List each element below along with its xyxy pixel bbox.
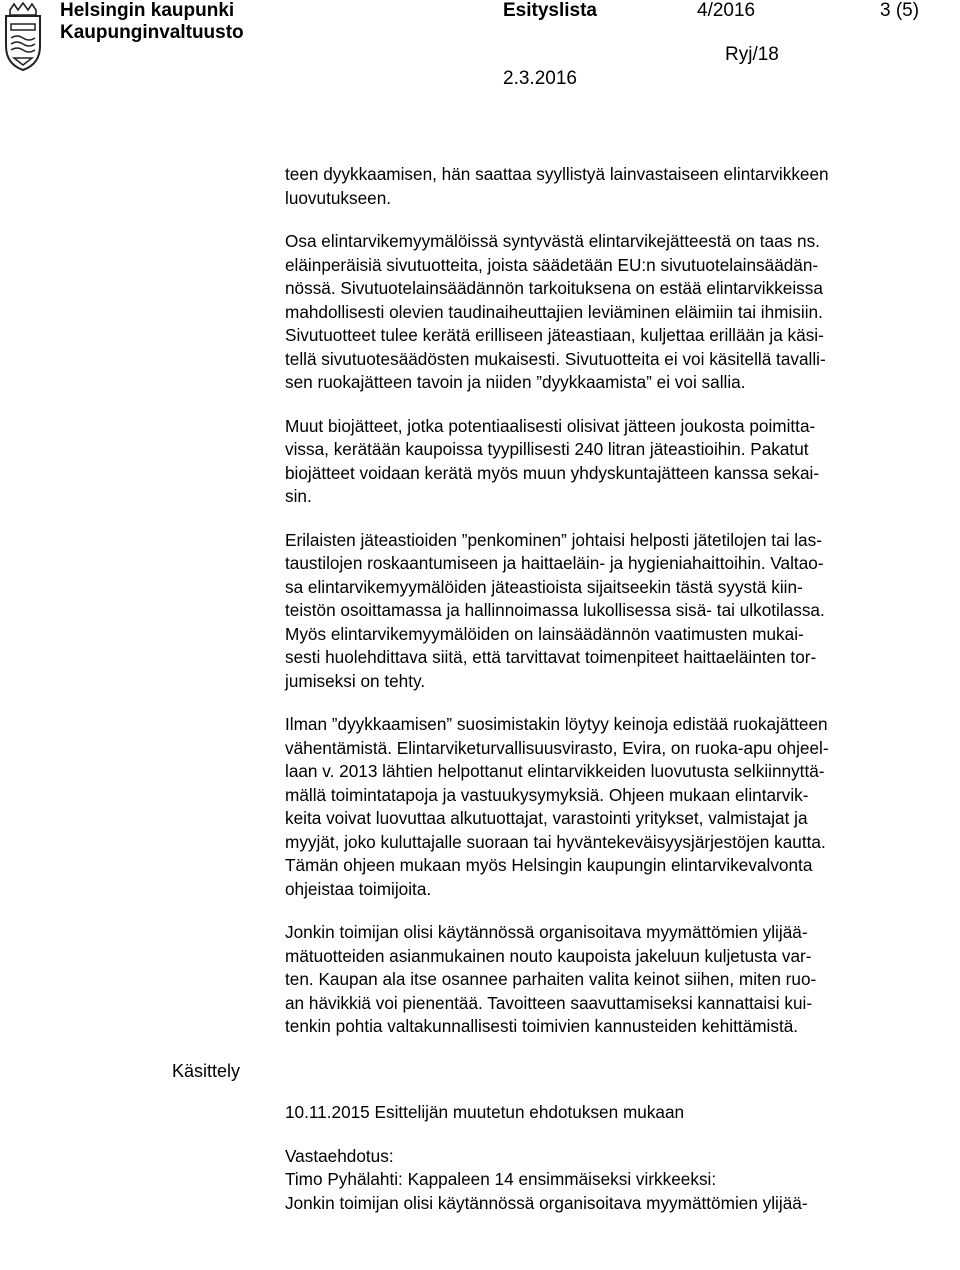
- paragraph: Jonkin toimijan olisi käytännössä organisoitava myymättömien ylijää- mätuotteiden asianmukainen nouto kaupoista jakeluun kuljetusta var- ten. Kaupan ala itse osannee parhaiten valita keinot siihen, miten ruo- an hävikkiä voi pienentää. Tavoitteen saavuttamiseksi kannattaisi kui- tenkin pohtia valtakunnallisesti toimivien kannusteiden kehittämistä.: [285, 922, 817, 1036]
- counter-proposal-text: Jonkin toimijan olisi käytännössä organisoitava myymättömien ylijää-: [285, 1192, 808, 1213]
- handling-label: Käsittely: [172, 1061, 241, 1081]
- reference-code: Ryj/18: [725, 44, 779, 65]
- body-text: [285, 163, 955, 1059]
- handling-date-line: 10.11.2015 Esittelijän muutetun ehdotuksen mukaan: [285, 1102, 685, 1122]
- counter-proposal-label: Vastaehdotus:: [285, 1145, 394, 1166]
- handling-section: [285, 1101, 955, 1215]
- council-name: Kaupunginvaltuusto: [60, 22, 244, 43]
- counter-proposal-author: Timo Pyhälahti: Kappaleen 14 ensimmäiseksi virkkeeksi:: [285, 1169, 717, 1189]
- document-type: Esityslista: [503, 0, 597, 21]
- page-number: 3 (5): [880, 0, 920, 21]
- organization-name: Helsingin kaupunki: [60, 0, 235, 21]
- document-header: [0, 0, 960, 100]
- helsinki-crest-icon: [2, 2, 44, 72]
- paragraph: Erilaisten jäteastioiden ”penkominen” johtaisi helposti jätetilojen tai las- taustilojen roskaantumiseen ja haittaeläin- ja hygieniahaittoihin. Valtao- sa elintarvikemyymälöiden jäteastioista sijaitseekin tästä syystä kiin- teistön osoittamassa ja hallinnoimassa lukollisessa sisä- tai ulkotilassa. Myös elintarvikemyymälöiden on lainsäädännön vaatimusten mukai- sesti huolehdittava siitä, että tarvittavat toimenpiteet haittaeläinten tor- jumiseksi on tehty.: [285, 529, 825, 691]
- paragraph: Osa elintarvikemyymälöissä syntyvästä elintarvikejätteestä on taas ns. eläinperäisiä sivutuotteita, joista säädetään EU:n sivutuotelainsäädän- nössä. Sivutuotelainsäädännön tarkoituksena on estää elintarvikkeissa mahdollisesti olevien taudinaiheuttajien leviäminen eläimiin tai ihmisiin. Sivutuotteet tulee kerätä erilliseen jäteastiaan, kuljettaa erillään ja käsi- tellä sivutuotesäädösten mukaisesti. Sivutuotteita ei voi käsitellä tavalli- sen ruokajätteen tavoin ja niiden ”dyykkaamista” ei voi sallia.: [285, 231, 826, 392]
- paragraph: Muut biojätteet, jotka potentiaalisesti olisivat jätteen joukosta poimitta- vissa, kerätään kaupoissa tyypillisesti 240 litran jäteastioihin. Pakatut biojätteet voidaan kerätä myös muun yhdyskuntajätteen kanssa sekai- sin.: [285, 415, 820, 506]
- meeting-number: 4/2016: [697, 0, 756, 21]
- document-date: 2.3.2016: [503, 68, 577, 89]
- paragraph: teen dyykkaamisen, hän saattaa syyllistyä lainvastaiseen elintarvikkeen luovutukseen.: [285, 164, 829, 208]
- paragraph: Ilman ”dyykkaamisen” suosimistakin löytyy keinoja edistää ruokajätteen vähentämistä. Elintarviketurvallisuusvirasto, Evira, on ruoka-apu ohjeel- laan v. 2013 lähtien helpottanut elintarvikkeiden luovutusta selkiinnyttä- mällä toimintatapoja ja vastuukysymyksiä. Ohjeen mukaan elintarvik- keita voivat luovuttaa alkutuottajat, varastointi yritykset, valmistajat ja myyjät, joko kuluttajalle suoraan tai hyväntekeväisyysjärjestöjen kautta. Tämän ohjeen mukaan myös Helsingin kaupungin elintarvikevalvonta ohjeistaa toimijoita.: [285, 714, 829, 899]
